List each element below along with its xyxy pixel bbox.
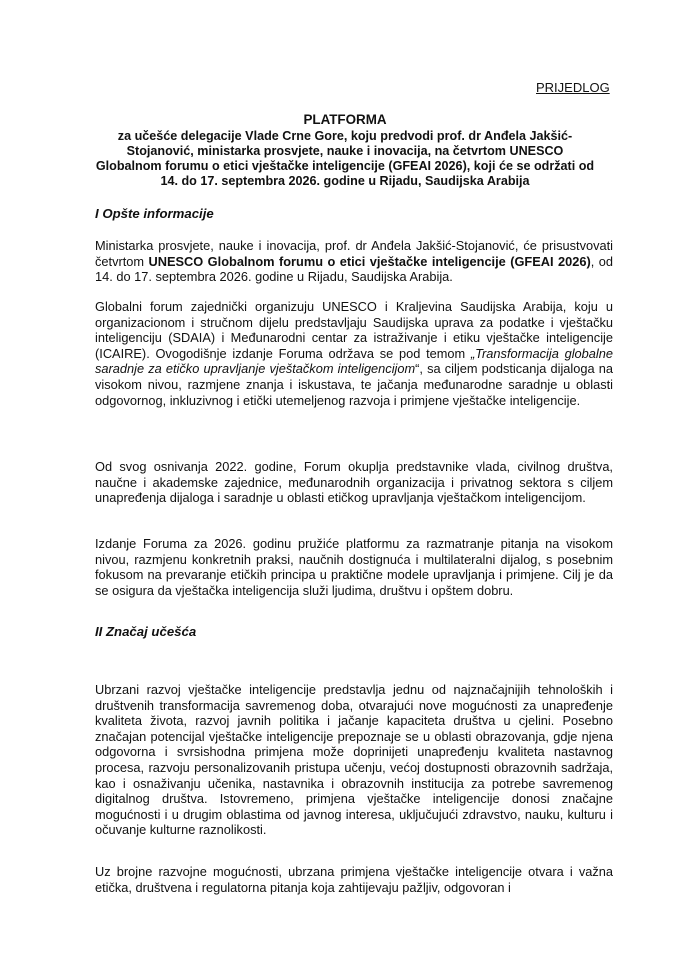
forum-name-bold: UNESCO Globalnom forumu o etici vještačke inteligencije (GFEAI 2026) [148,253,591,269]
section-heading-general-info: I Opšte informacije [95,206,214,221]
paragraph-significance-1: Ubrzani razvoj vještačke inteligencije predstavlja jednu od najznačajnijih tehnoloških i društvenih transformacija savremenog doba, otvarajući nove mogućnosti za unapređenje kvaliteta života, razvoj javnih politika i jačanje kapaciteta društva u cjelini. Posebno značajan potencijal vještačke inteligencije prepoznaje se u oblasti obrazovanja, gdje njena odgovorna i svrsishodna primjena može doprinijeti unapređenju kvaliteta nastavnog procesa, razvoju personalizovanih pristupa učenju, većoj dostupnosti obrazovnih sadržaja, kao i osnaživanju učenika, nastavnika i obrazovnih institucija za potrebe savremenog digitalnog društva. Istovremeno, primjena vještačke inteligencije donosi značajne mogućnosti i u drugim oblastima od javnog interesa, uključujući zdravstvo, nauku, kulturu i očuvanje kulturne raznolikosti. [95,682,613,838]
paragraph-text: Globalni forum zajednički organizuju UNESCO i Kraljevina Saudijska Arabija, koju u organizacionom i stručnom dijelu predstavljaju Saudijska uprava za podatke i vještačku inteligenciju (SDAIA) i Međunarodni centar za istraživanje i etiku vještačke inteligencije (ICAIRE). Ovogodišnje izdanje Foruma održava se pod temom [95,299,613,361]
paragraph-general-2 [95,299,613,408]
paragraph-text: , od 14. do 17. septembra 2026. godine u Rijadu, Saudijska Arabija. [95,253,613,285]
section-heading-significance: II Značaj učešća [95,624,197,639]
paragraph-text: “, sa ciljem podsticanja dijaloga na visokom nivou, razmjene znanja i iskustava, te jačanja međunarodne saradnje u oblasti odgovornog, inkluzivnog i etički utemeljenog razvoja i primjene vještačke inteligencije. [95,361,613,408]
paragraph-general-1 [95,238,613,285]
paragraph-general-3: Od svog osnivanja 2022. godine, Forum okuplja predstavnike vlada, civilnog društva, naučne i akademske zajednice, međunarodnih organizacija i privatnog sektora s ciljem unapređenja dijaloga i saradnje u oblasti etičkog upravljanja vještačkom inteligencijom. [95,459,613,506]
paragraph-text: Ministarka prosvjete, nauke i inovacija, prof. dr Anđela Jakšić-Stojanović, će prisustvovati četvrtom [95,238,613,269]
forum-theme-italic: „Transformacija globalne saradnje za etičko upravljanje vještačkom inteligencijom [95,345,613,377]
proposal-label: PRIJEDLOG [536,80,610,95]
document-title: PLATFORMA [303,112,387,127]
title-block [95,112,595,189]
document-subtitle: za učešće delegacije Vlade Crne Gore, koju predvodi prof. dr Anđela Jakšić-Stojanović, ministarka prosvjete, nauke i inovacija, na četvrtom UNESCO Globalnom forumu o etici vještačke inteligencije (GFEAI 2026), koji će se održati od 14. do 17. septembra 2026. godine u Rijadu, Saudijska Arabija [95,129,595,188]
paragraph-significance-2: Uz brojne razvojne mogućnosti, ubrzana primjena vještačke inteligencije otvara i važna etička, društvena i regulatorna pitanja koja zahtijevaju pažljiv, odgovoran i [95,864,613,895]
paragraph-general-4: Izdanje Foruma za 2026. godinu pružiće platformu za razmatranje pitanja na visokom nivou, razmjenu konkretnih praksi, naučnih dostignuća i multilateralni dijalog, s posebnim fokusom na prevaranje etičkih principa u praktične modele upravljanja i primjene. Cilj je da se osigura da vještačka inteligencija služi ljudima, društvu i opštem dobru. [95,536,613,598]
